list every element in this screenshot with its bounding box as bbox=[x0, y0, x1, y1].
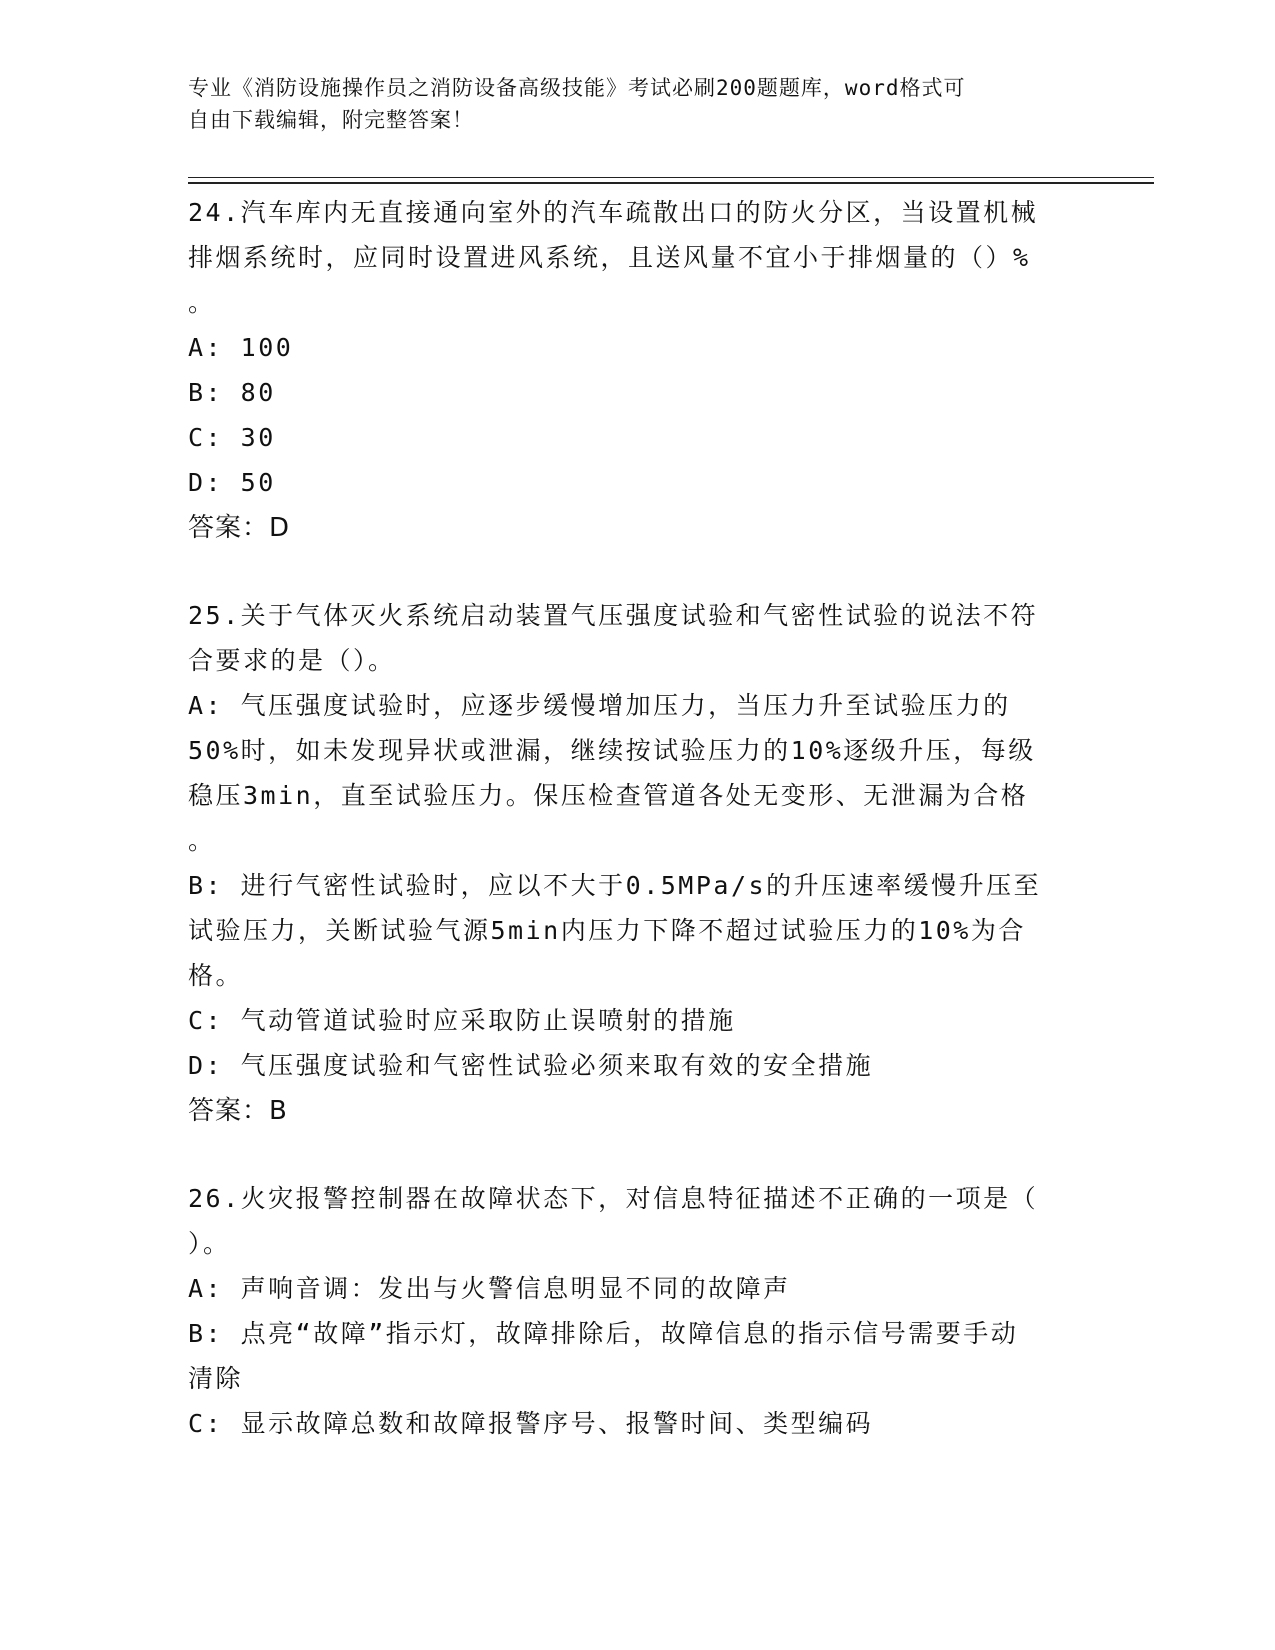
option-a: A: 气压强度试验时，应逐步缓慢增加压力，当压力升至试验压力的 bbox=[188, 691, 1011, 720]
question-text-line: 合要求的是（）。 bbox=[188, 646, 396, 675]
option-b-continued: 格。 bbox=[188, 961, 244, 990]
question-25 bbox=[188, 593, 1068, 1134]
question-text-line: 25.关于气体灭火系统启动装置气压强度试验和气密性试验的说法不符 bbox=[188, 601, 1039, 630]
header-line-1: 专业《消防设施操作员之消防设备高级技能》考试必刷200题题库，word格式可 bbox=[188, 76, 966, 100]
option-d: D: 气压强度试验和气密性试验必须来取有效的安全措施 bbox=[188, 1051, 874, 1080]
option-c: C: 显示故障总数和故障报警序号、报警时间、类型编码 bbox=[188, 1409, 874, 1438]
question-text-line: 24.汽车库内无直接通向室外的汽车疏散出口的防火分区，当设置机械 bbox=[188, 198, 1039, 227]
question-text-line: 26.火灾报警控制器在故障状态下，对信息特征描述不正确的一项是（ bbox=[188, 1184, 1039, 1213]
option-b: B: 进行气密性试验时，应以不大于0.5MPa/s的升压速率缓慢升压至 bbox=[188, 871, 1042, 900]
question-text-line: 。 bbox=[188, 288, 216, 317]
option-b-continued: 清除 bbox=[188, 1364, 244, 1393]
question-26 bbox=[188, 1176, 1068, 1446]
answer-line: 答案：D bbox=[188, 513, 291, 543]
option-d: D: 50 bbox=[188, 468, 276, 497]
answer-line: 答案：B bbox=[188, 1096, 288, 1126]
header-line-2: 自由下载编辑，附完整答案！ bbox=[188, 108, 474, 132]
option-a-continued: 。 bbox=[188, 826, 216, 855]
document-header bbox=[188, 72, 1068, 136]
option-c: C: 气动管道试验时应采取防止误喷射的措施 bbox=[188, 1006, 736, 1035]
option-a-continued: 稳压3min，直至试验压力。保压检查管道各处无变形、无泄漏为合格 bbox=[188, 781, 1029, 810]
header-divider-thin bbox=[188, 177, 1154, 178]
question-list bbox=[188, 190, 1068, 1446]
question-spacer bbox=[188, 551, 1068, 593]
option-b: B: 80 bbox=[188, 378, 276, 407]
option-c: C: 30 bbox=[188, 423, 276, 452]
option-a-continued: 50%时，如未发现异状或泄漏，继续按试验压力的10%逐级升压，每级 bbox=[188, 736, 1036, 765]
option-a: A: 声响音调：发出与火警信息明显不同的故障声 bbox=[188, 1274, 791, 1303]
header-divider-thick bbox=[188, 182, 1154, 184]
option-a: A: 100 bbox=[188, 333, 294, 362]
question-24 bbox=[188, 190, 1068, 551]
question-spacer bbox=[188, 1134, 1068, 1176]
question-text-line: 排烟系统时，应同时设置进风系统，且送风量不宜小于排烟量的（）% bbox=[188, 243, 1031, 272]
option-b: B: 点亮“故障”指示灯，故障排除后，故障信息的指示信号需要手动 bbox=[188, 1319, 1019, 1348]
option-b-continued: 试验压力，关断试验气源5min内压力下降不超过试验压力的10%为合 bbox=[188, 916, 1026, 945]
question-text-line: ）。 bbox=[188, 1229, 231, 1258]
